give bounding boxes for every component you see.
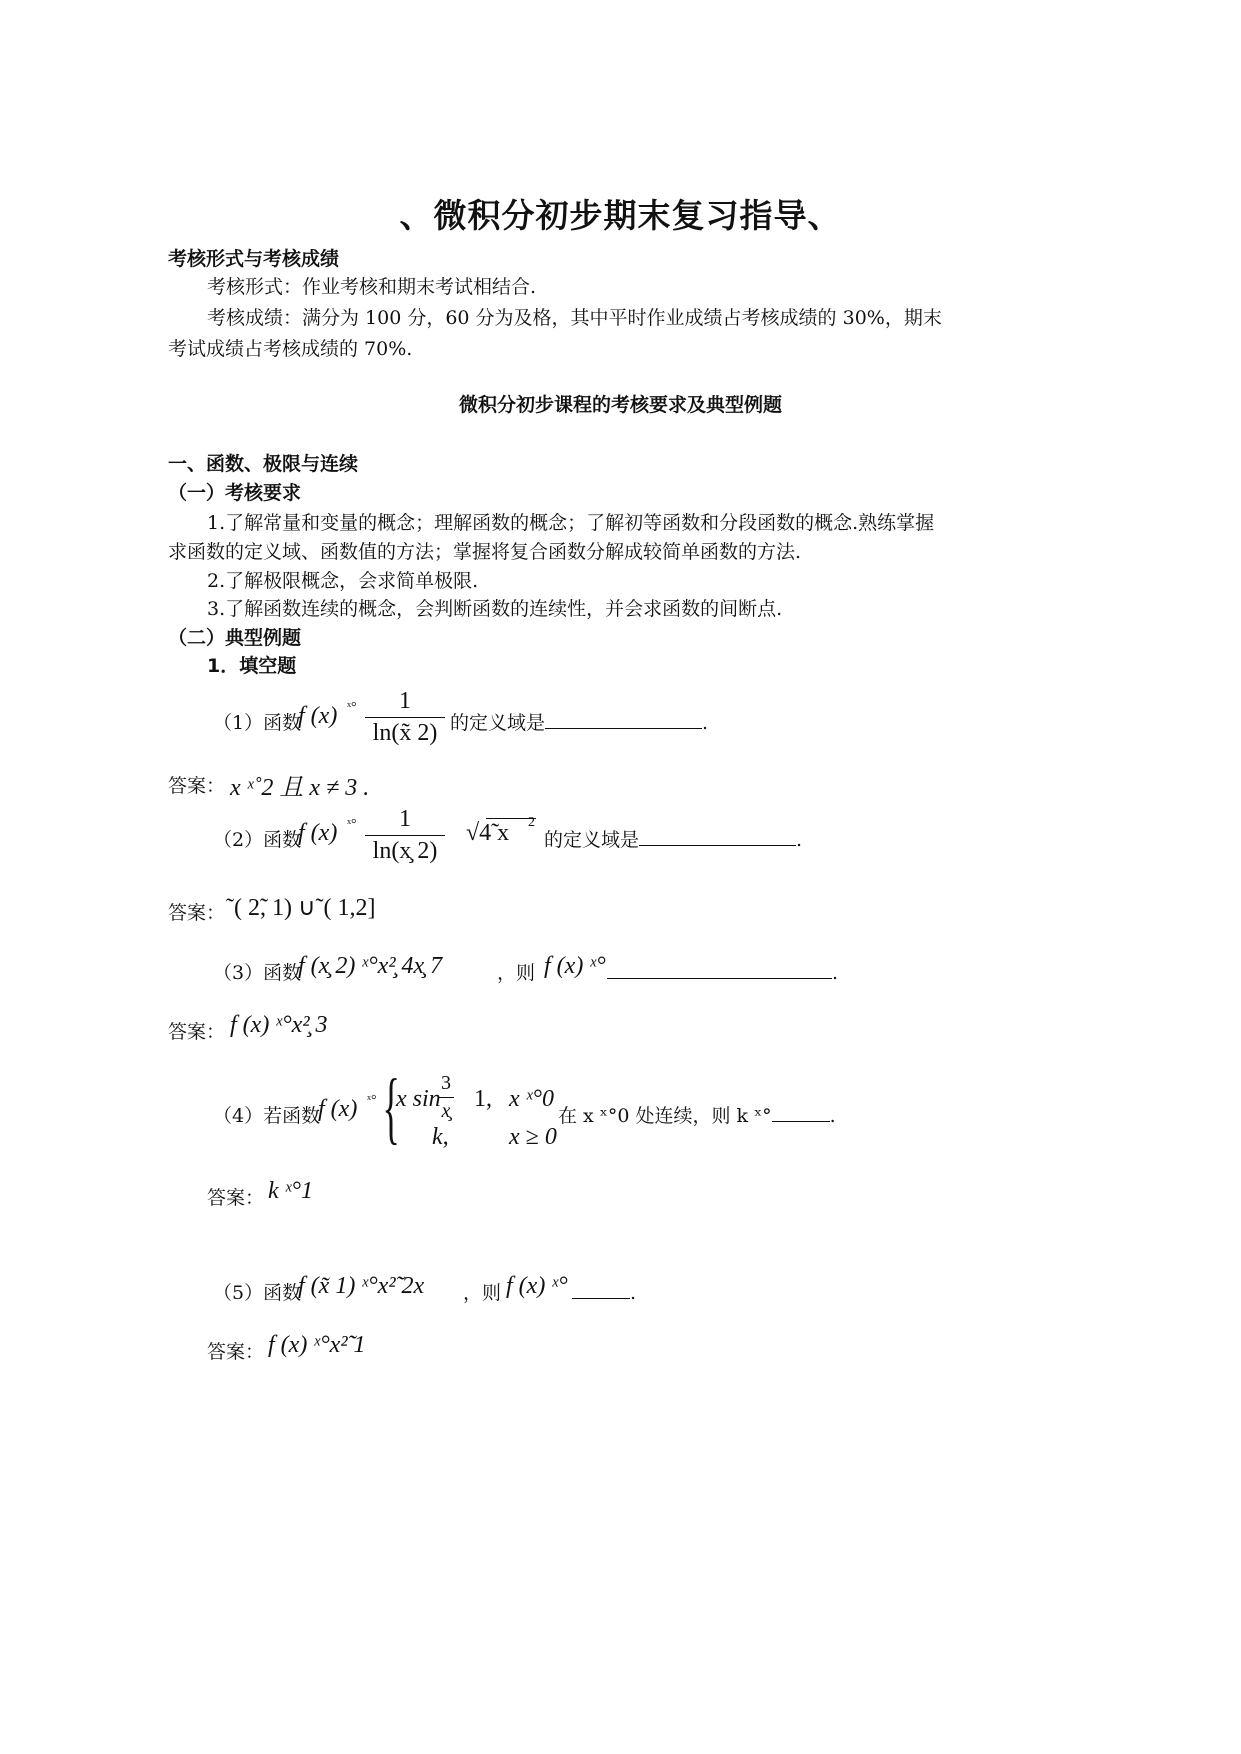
q4-label: （4）若函数 [213,1105,321,1127]
requirement-1-line-1: 1.了解常量和变量的概念；理解函数的概念；了解初等函数和分段函数的概念.熟练掌握 [207,512,935,534]
q2-label: （2）函数 [213,829,302,851]
q4-case1-b: 1, [474,1086,492,1112]
q1-fraction [365,688,445,747]
q4-brace: { [382,1064,400,1152]
q2-answer-label: 答案： [168,902,226,924]
assessment-score-line-1: 考核成绩：满分为 100 分，60 分为及格，其中平时作业成绩占考核成绩的 30%，期末 [207,307,942,329]
q4-case1-numerator: 3 [441,1072,451,1094]
q4-tail-text: 在 x ˣ°0 处连续，则 k ˣ° [558,1105,772,1127]
q3-then: ，则 [497,962,536,984]
q2-tail [544,825,802,852]
q3-fx: f (x) ˣ° [544,953,606,979]
q1-tail-text: 的定义域是 [450,712,546,734]
fill-in-heading: 1．填空题 [207,655,297,677]
q1-answer-blank[interactable] [545,708,702,729]
q4-end: . [829,1105,836,1127]
q2-answer: ˜( 2̃, 1) ∪˜( 1,2] [226,895,376,921]
course-heading: 微积分初步课程的考核要求及典型例题 [458,394,782,416]
requirement-3: 3.了解函数连续的概念，会判断函数的连续性，并会求函数的间断点. [207,598,783,620]
q3-expression: f (x̧ 2) ˣ°x²̧ 4x̧ 7 [298,953,443,979]
q2-denominator: ln(x̧ 2) [372,838,438,864]
q4-case1-condition: x ˣ°0 [509,1086,555,1112]
q1-tail [450,708,708,735]
q3-answer-blank[interactable] [607,958,832,979]
q5-label: （5）函数 [213,1282,302,1304]
q5-answer-label: 答案： [207,1341,265,1363]
q3-blank-wrap [607,958,838,984]
assessment-score-line-2: 考试成绩占考核成绩的 70%. [168,338,413,360]
q5-then: ，则 [463,1282,502,1304]
assessment-heading: 考核形式与考核成绩 [168,248,340,270]
document-title: 、微积分初步期末复习指导、 [399,196,842,235]
q4-tail [558,1101,836,1128]
q5-fx: f (x) ˣ° [506,1273,568,1299]
q3-end: . [832,962,839,984]
q2-fx: f (x) [298,820,338,846]
q2-tail-text: 的定义域是 [544,829,640,851]
q2-equals: ˣ° [347,817,357,832]
q1-fx: f (x) [298,703,338,729]
q4-fx: f (x) [318,1096,358,1122]
q4-case1-denominator: x̧ [441,1100,451,1122]
q4-case1-a: x sin [396,1086,441,1112]
examples-heading: （二）典型例题 [168,627,302,649]
requirements-heading: （一）考核要求 [168,482,302,504]
q1-answer: x ˣ˚2 且 x ≠ 3 . [230,775,370,801]
q3-answer-label: 答案： [168,1021,226,1043]
q4-case1-bar [438,1097,454,1098]
q4-case2-a: k, [432,1124,449,1150]
q2-sqrt-exponent: 2 [528,815,535,830]
q1-fraction-bar [365,717,445,718]
q1-answer-label: 答案： [168,775,226,797]
q1-equals: ˣ° [347,700,357,715]
q2-fraction-bar [365,835,445,836]
q3-answer: f (x) ˣ°x²̧ 3 [230,1012,328,1038]
q1-denominator: ln(x̃ 2) [372,720,438,746]
q5-answer-blank[interactable] [572,1278,630,1299]
q4-answer-blank[interactable] [772,1101,830,1122]
q1-end: . [702,712,709,734]
section-heading: 一、函数、极限与连续 [168,453,359,475]
q4-answer-label: 答案： [207,1187,265,1209]
q1-numerator: 1 [399,688,411,714]
q2-end: . [796,829,803,851]
q2-fraction [365,806,445,865]
q3-label: （3）函数 [213,962,302,984]
q5-expression: f (x̃ 1) ˣ°x²̃ 2x [298,1273,425,1299]
q2-numerator: 1 [399,806,411,832]
q2-answer-blank[interactable] [639,825,796,846]
q5-blank-wrap [572,1278,636,1304]
q4-answer: k ˣ°1 [268,1178,314,1204]
q2-sqrt: √4̃ x [466,820,510,846]
q4-case2-condition: x ≥ 0 [509,1124,557,1150]
q1-label: （1）函数 [213,712,302,734]
q5-answer: f (x) ˣ°x²̃ 1 [268,1332,366,1358]
q5-end: . [630,1282,637,1304]
requirement-1-line-2: 求函数的定义域、函数值的方法；掌握将复合函数分解成较简单函数的方法. [168,541,802,563]
assessment-form-line: 考核形式：作业考核和期末考试相结合. [207,276,537,298]
q4-equals: ˣ° [367,1093,377,1108]
q4-case1-fraction [438,1072,454,1123]
requirement-2: 2.了解极限概念，会求简单极限. [207,570,479,592]
